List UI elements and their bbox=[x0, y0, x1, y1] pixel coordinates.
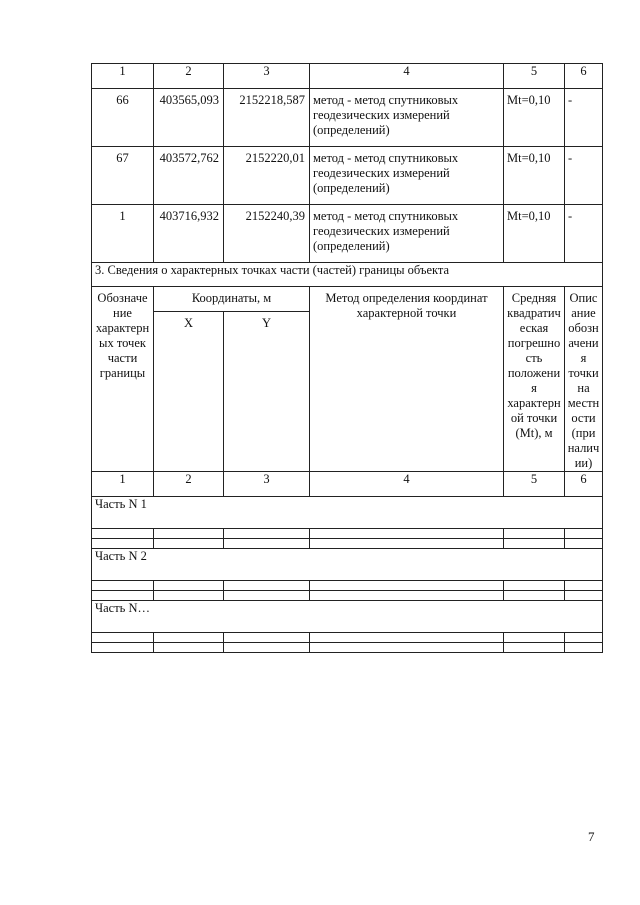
column-number-row bbox=[92, 472, 603, 497]
column-number-row bbox=[92, 64, 603, 89]
col-number: 5 bbox=[504, 64, 565, 89]
point-id: 66 bbox=[92, 89, 154, 147]
part-label: Часть N 2 bbox=[92, 549, 603, 581]
part-row bbox=[92, 601, 603, 633]
mt-value: Mt=0,10 bbox=[504, 205, 565, 263]
x-coordinate: 403716,932 bbox=[154, 205, 224, 263]
error-header: Средняя квадратич еская погрешно сть положени я характерн ой точки (Mt), м bbox=[504, 287, 565, 472]
empty-row bbox=[92, 581, 603, 591]
empty-row bbox=[92, 529, 603, 539]
designation-header: Обозначе ние характерн ых точек части границы bbox=[92, 287, 154, 472]
point-id: 67 bbox=[92, 147, 154, 205]
part-label: Часть N… bbox=[92, 601, 603, 633]
section-title: 3. Сведения о характерных точках части (частей) границы объекта bbox=[92, 263, 603, 287]
method: метод - метод спутниковых геодезических измерений (определений) bbox=[310, 89, 504, 147]
empty-row bbox=[92, 643, 603, 653]
x-coordinate: 403565,093 bbox=[154, 89, 224, 147]
empty-row bbox=[92, 633, 603, 643]
y-coordinate: 2152220,01 bbox=[224, 147, 310, 205]
mt-value: Mt=0,10 bbox=[504, 147, 565, 205]
point-id: 1 bbox=[92, 205, 154, 263]
method: метод - метод спутниковых геодезических измерений (определений) bbox=[310, 147, 504, 205]
coordinates-table bbox=[91, 63, 603, 653]
coordinates-header: Координаты, м bbox=[154, 287, 310, 312]
col-number: 4 bbox=[310, 472, 504, 497]
empty-row bbox=[92, 591, 603, 601]
col-number: 2 bbox=[154, 64, 224, 89]
page-number: 7 bbox=[588, 829, 595, 844]
part-label: Часть N 1 bbox=[92, 497, 603, 529]
col-number: 6 bbox=[565, 64, 603, 89]
col-number: 4 bbox=[310, 64, 504, 89]
part-row bbox=[92, 549, 603, 581]
x-coordinate: 403572,762 bbox=[154, 147, 224, 205]
part-row bbox=[92, 497, 603, 529]
col-number: 3 bbox=[224, 472, 310, 497]
y-header: Y bbox=[224, 312, 310, 472]
description: - bbox=[565, 147, 603, 205]
y-coordinate: 2152218,587 bbox=[224, 89, 310, 147]
col-number: 1 bbox=[92, 472, 154, 497]
description-header: Опис ание обозн ачени я точки на местн ости (при налич ии) bbox=[565, 287, 603, 472]
col-number: 6 bbox=[565, 472, 603, 497]
col-number: 1 bbox=[92, 64, 154, 89]
empty-row bbox=[92, 539, 603, 549]
y-coordinate: 2152240,39 bbox=[224, 205, 310, 263]
col-number: 3 bbox=[224, 64, 310, 89]
table-row bbox=[92, 89, 603, 147]
table-row bbox=[92, 147, 603, 205]
section-header-row bbox=[92, 287, 603, 312]
method: метод - метод спутниковых геодезических измерений (определений) bbox=[310, 205, 504, 263]
description: - bbox=[565, 205, 603, 263]
col-number: 2 bbox=[154, 472, 224, 497]
table-row bbox=[92, 205, 603, 263]
method-header: Метод определения координат характерной точки bbox=[310, 287, 504, 472]
mt-value: Mt=0,10 bbox=[504, 89, 565, 147]
section-title-row bbox=[92, 263, 603, 287]
x-header: X bbox=[154, 312, 224, 472]
description: - bbox=[565, 89, 603, 147]
col-number: 5 bbox=[504, 472, 565, 497]
